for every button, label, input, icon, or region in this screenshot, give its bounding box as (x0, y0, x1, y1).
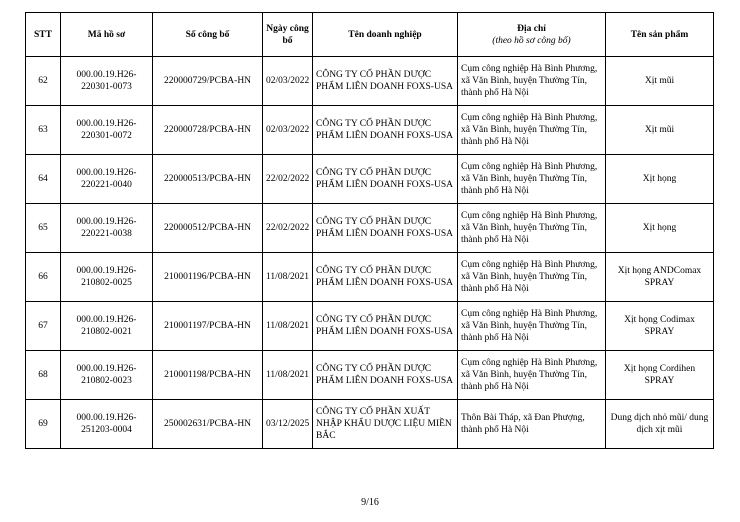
header-ten-san-pham: Tên sản phẩm (606, 13, 714, 57)
cell-ma-ho-so: 000.00.19.H26-220301-0072 (61, 106, 153, 155)
cell-dia-chi: Cụm công nghiệp Hà Bình Phương, xã Văn Bình, huyện Thường Tín, thành phố Hà Nội (458, 57, 606, 106)
cell-ngay-cong-bo: 11/08/2021 (263, 302, 313, 351)
table-row (26, 253, 714, 302)
cell-ten-san-pham: Xịt họng (606, 155, 714, 204)
cell-dia-chi: Thôn Bài Tháp, xã Đan Phượng, thành phố Hà Nội (458, 400, 606, 449)
cell-dia-chi: Cụm công nghiệp Hà Bình Phương, xã Văn Bình, huyện Thường Tín, thành phố Hà Nội (458, 204, 606, 253)
cell-ten-san-pham: Xịt họng Cordihen SPRAY (606, 351, 714, 400)
cell-ten-san-pham: Xịt họng ANDComax SPRAY (606, 253, 714, 302)
table-body (26, 57, 714, 449)
header-ma-ho-so: Mã hồ sơ (61, 13, 153, 57)
cell-dia-chi: Cụm công nghiệp Hà Bình Phương, xã Văn Bình, huyện Thường Tín, thành phố Hà Nội (458, 155, 606, 204)
header-row (26, 13, 714, 57)
cell-so-cong-bo: 210001196/PCBA-HN (153, 253, 263, 302)
header-dia-chi (458, 13, 606, 57)
cell-ma-ho-so: 000.00.19.H26-220301-0073 (61, 57, 153, 106)
cell-stt: 65 (26, 204, 61, 253)
cell-ten-san-pham: Xịt họng Codimax SPRAY (606, 302, 714, 351)
cell-ten-doanh-nghiep: CÔNG TY CỔ PHẦN DƯỢC PHẨM LIÊN DOANH FOXS-USA (313, 106, 458, 155)
cell-ngay-cong-bo: 03/12/2025 (263, 400, 313, 449)
page-number: 9/16 (361, 497, 379, 508)
cell-dia-chi: Cụm công nghiệp Hà Bình Phương, xã Văn Bình, huyện Thường Tín, thành phố Hà Nội (458, 302, 606, 351)
cell-so-cong-bo: 220000728/PCBA-HN (153, 106, 263, 155)
cell-stt: 63 (26, 106, 61, 155)
cell-ten-doanh-nghiep: CÔNG TY CỔ PHẦN XUẤT NHẬP KHẨU DƯỢC LIỆU MIỀN BẮC (313, 400, 458, 449)
table-row (26, 400, 714, 449)
header-dia-chi-note: (theo hồ sơ công bố) (492, 35, 571, 46)
records-table (25, 12, 714, 449)
header-dia-chi-label: Địa chỉ (517, 23, 546, 34)
cell-ngay-cong-bo: 02/03/2022 (263, 106, 313, 155)
cell-ngay-cong-bo: 22/02/2022 (263, 155, 313, 204)
cell-ten-doanh-nghiep: CÔNG TY CỔ PHẦN DƯỢC PHẨM LIÊN DOANH FOXS-USA (313, 351, 458, 400)
cell-ngay-cong-bo: 22/02/2022 (263, 204, 313, 253)
cell-ten-san-pham: Dung dịch nhỏ mũi/ dung dịch xịt mũi (606, 400, 714, 449)
cell-dia-chi: Cụm công nghiệp Hà Bình Phương, xã Văn Bình, huyện Thường Tín, thành phố Hà Nội (458, 253, 606, 302)
cell-so-cong-bo: 210001197/PCBA-HN (153, 302, 263, 351)
cell-ten-san-pham: Xịt mũi (606, 106, 714, 155)
cell-stt: 69 (26, 400, 61, 449)
cell-ma-ho-so: 000.00.19.H26-210802-0021 (61, 302, 153, 351)
table-row (26, 204, 714, 253)
cell-stt: 68 (26, 351, 61, 400)
cell-so-cong-bo: 220000513/PCBA-HN (153, 155, 263, 204)
header-so-cong-bo: Số công bố (153, 13, 263, 57)
table-row (26, 106, 714, 155)
cell-ma-ho-so: 000.00.19.H26-210802-0023 (61, 351, 153, 400)
cell-dia-chi: Cụm công nghiệp Hà Bình Phương, xã Văn Bình, huyện Thường Tín, thành phố Hà Nội (458, 351, 606, 400)
cell-stt: 64 (26, 155, 61, 204)
header-ten-doanh-nghiep: Tên doanh nghiệp (313, 13, 458, 57)
cell-ten-doanh-nghiep: CÔNG TY CỔ PHẦN DƯỢC PHẨM LIÊN DOANH FOXS-USA (313, 204, 458, 253)
cell-stt: 67 (26, 302, 61, 351)
cell-ma-ho-so: 000.00.19.H26-220221-0038 (61, 204, 153, 253)
cell-ngay-cong-bo: 11/08/2021 (263, 351, 313, 400)
cell-ngay-cong-bo: 11/08/2021 (263, 253, 313, 302)
header-stt: STT (26, 13, 61, 57)
cell-ten-doanh-nghiep: CÔNG TY CỔ PHẦN DƯỢC PHẨM LIÊN DOANH FOXS-USA (313, 253, 458, 302)
cell-dia-chi: Cụm công nghiệp Hà Bình Phương, xã Văn Bình, huyện Thường Tín, thành phố Hà Nội (458, 106, 606, 155)
cell-so-cong-bo: 250002631/PCBA-HN (153, 400, 263, 449)
cell-ten-san-pham: Xịt họng (606, 204, 714, 253)
table-row (26, 57, 714, 106)
cell-so-cong-bo: 220000512/PCBA-HN (153, 204, 263, 253)
cell-ten-san-pham: Xịt mũi (606, 57, 714, 106)
table-row (26, 302, 714, 351)
cell-ten-doanh-nghiep: CÔNG TY CỔ PHẦN DƯỢC PHẨM LIÊN DOANH FOXS-USA (313, 302, 458, 351)
cell-stt: 62 (26, 57, 61, 106)
table-row (26, 155, 714, 204)
cell-ngay-cong-bo: 02/03/2022 (263, 57, 313, 106)
header-ngay-cong-bo: Ngày công bố (263, 13, 313, 57)
cell-ma-ho-so: 000.00.19.H26-210802-0025 (61, 253, 153, 302)
cell-ma-ho-so: 000.00.19.H26-220221-0040 (61, 155, 153, 204)
cell-ten-doanh-nghiep: CÔNG TY CỔ PHẦN DƯỢC PHẨM LIÊN DOANH FOXS-USA (313, 155, 458, 204)
cell-ma-ho-so: 000.00.19.H26-251203-0004 (61, 400, 153, 449)
table-row (26, 351, 714, 400)
cell-so-cong-bo: 220000729/PCBA-HN (153, 57, 263, 106)
cell-so-cong-bo: 210001198/PCBA-HN (153, 351, 263, 400)
cell-ten-doanh-nghiep: CÔNG TY CỔ PHẦN DƯỢC PHẨM LIÊN DOANH FOXS-USA (313, 57, 458, 106)
cell-stt: 66 (26, 253, 61, 302)
